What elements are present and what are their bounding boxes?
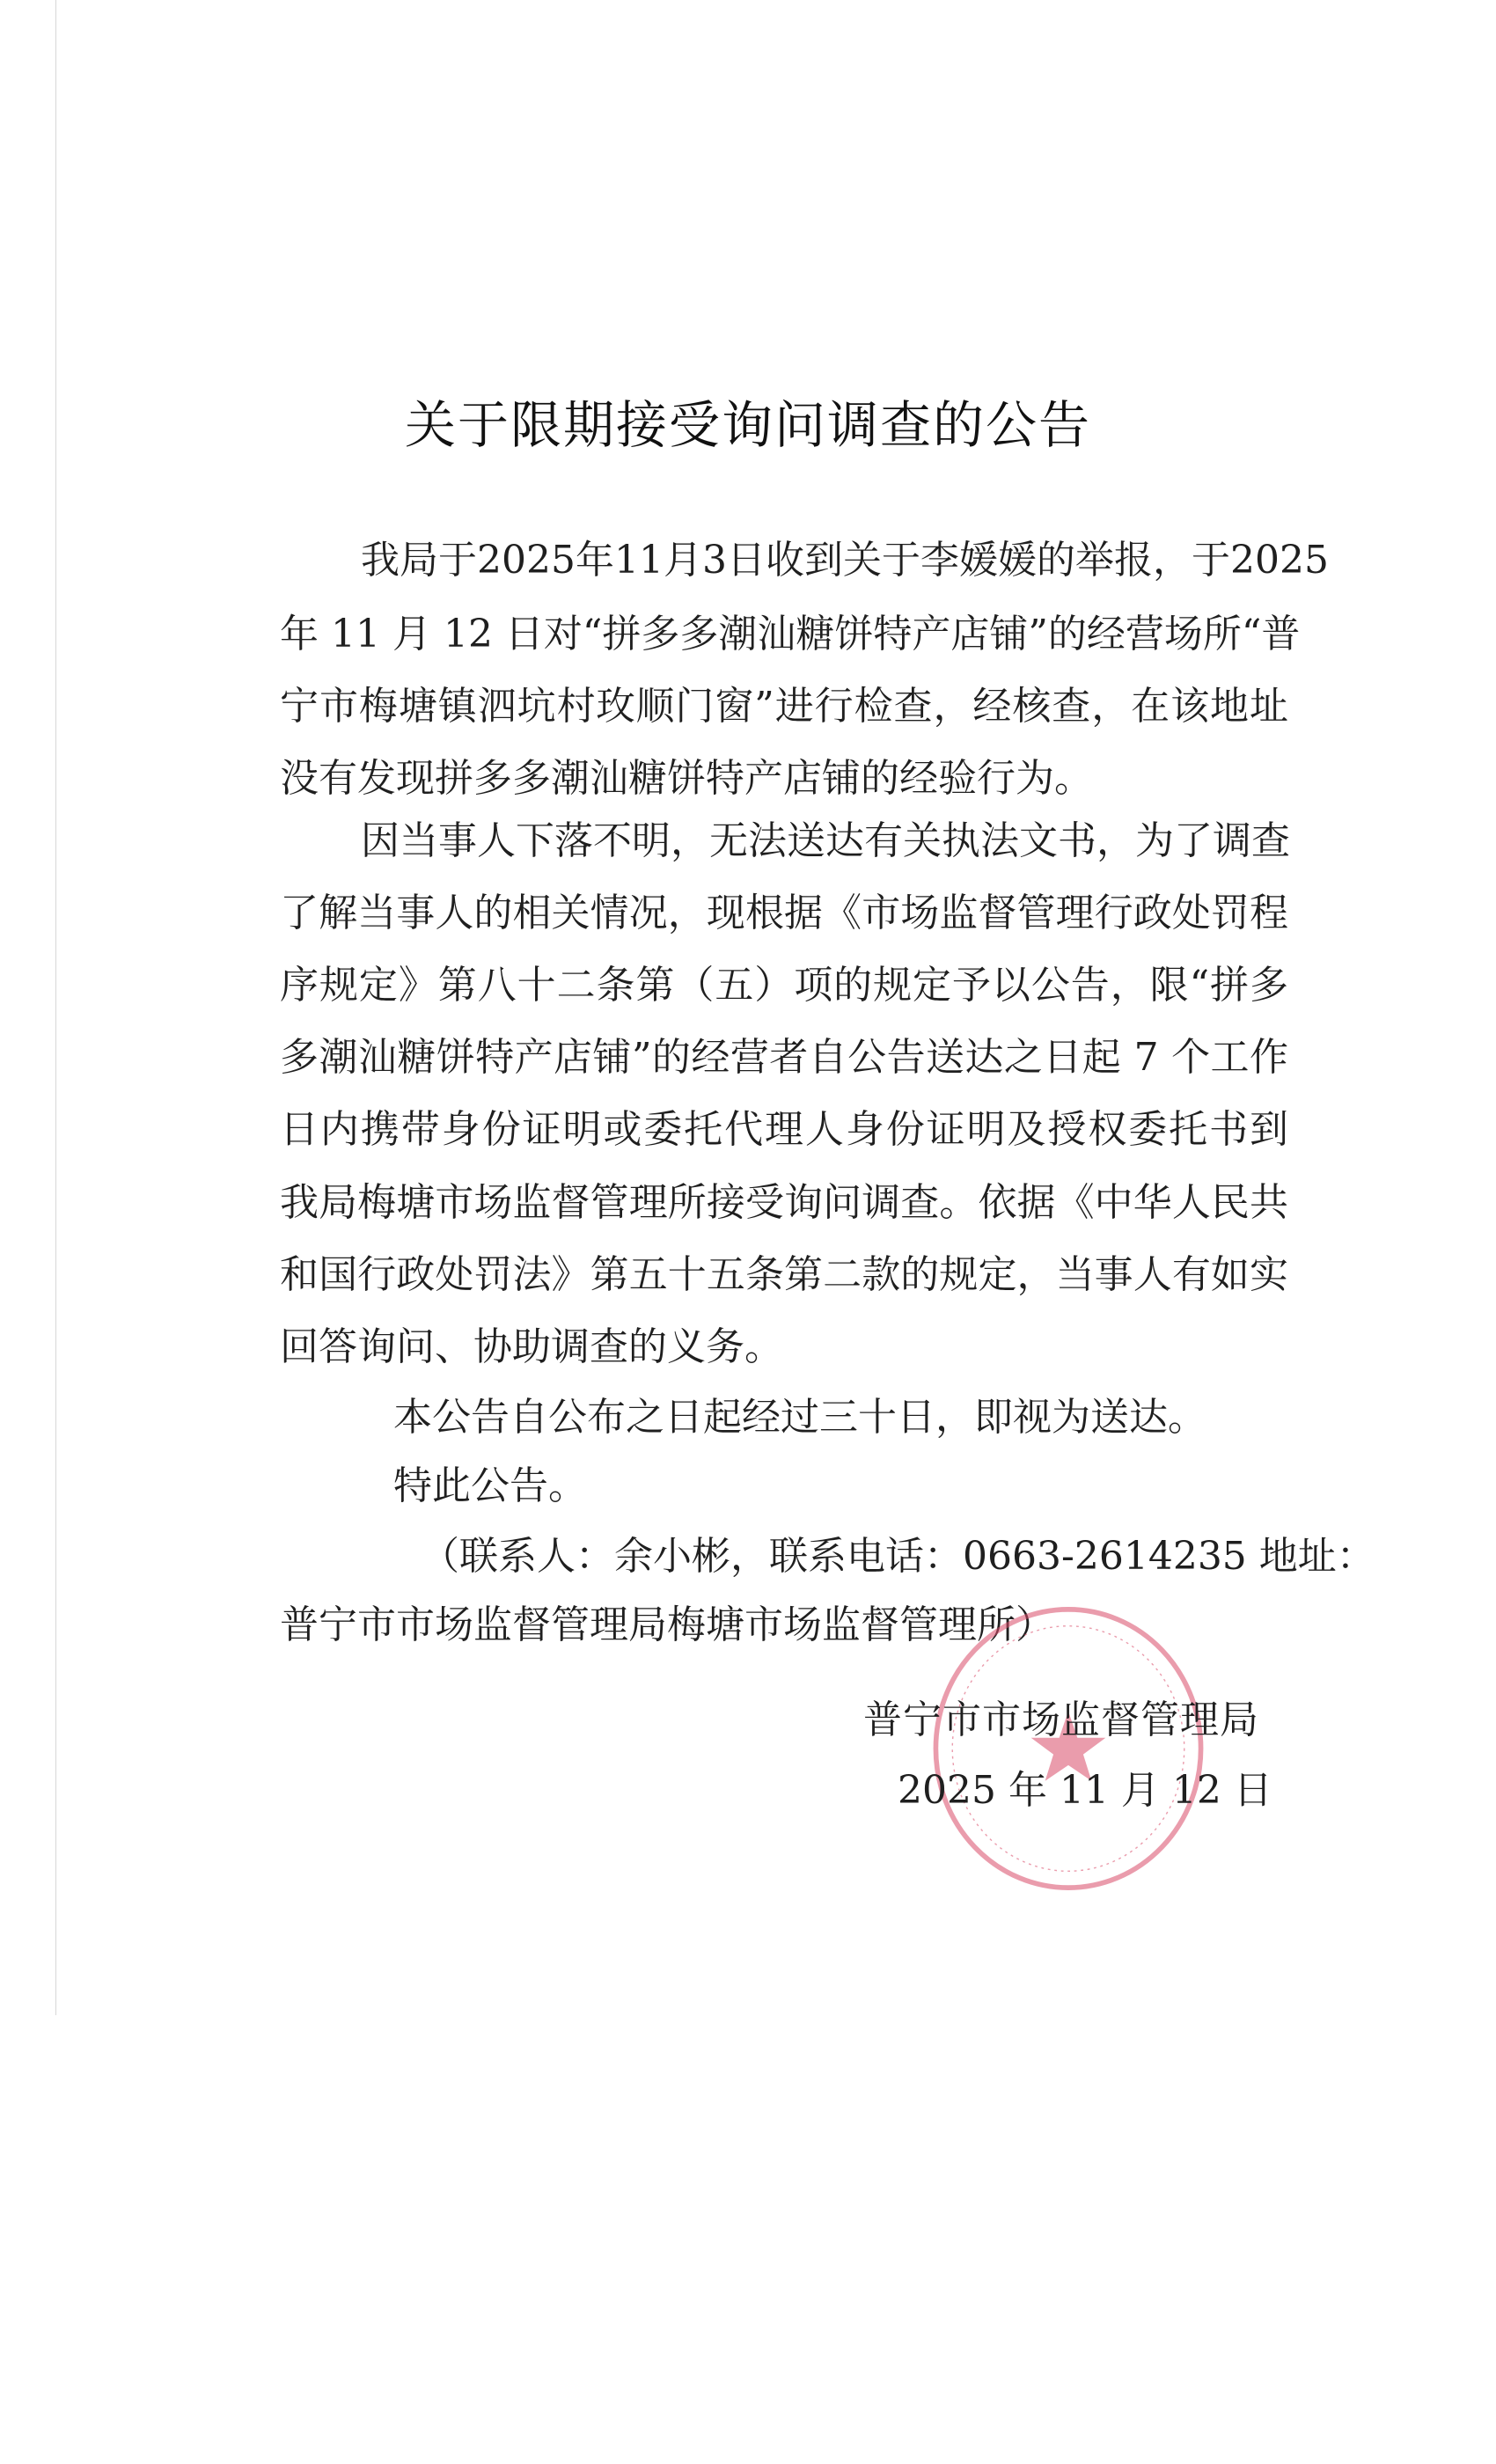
official-seal bbox=[928, 1603, 1209, 1894]
issuer-name: 普宁市市场监督管理局 bbox=[863, 1698, 1259, 1742]
document-title: 关于限期接受询问调查的公告 bbox=[404, 395, 1091, 455]
text-line: 多潮汕糖饼特产店铺”的经营者自公告送达之日起 7 个工作 bbox=[280, 1035, 1288, 1080]
text-line: 和国行政处罚法》第五十五条第二款的规定，当事人有如实 bbox=[280, 1252, 1288, 1297]
text-line: 因当事人下落不明，无法送达有关执法文书，为了调查 bbox=[361, 818, 1290, 863]
text-line: 没有发现拼多多潮汕糖饼特产店铺的经验行为。 bbox=[280, 756, 1093, 801]
contact-line: 普宁市市场监督管理局梅塘市场监督管理所） bbox=[280, 1602, 1054, 1647]
paragraph-closing: 特此公告。 bbox=[393, 1463, 587, 1508]
text-line: 我局梅塘市场监督管理所接受询问调查。依据《中华人民共 bbox=[280, 1180, 1288, 1225]
text-line: 我局于2025年11月3日收到关于李媛媛的举报，于2025 bbox=[361, 538, 1329, 583]
issue-date: 2025 年 11 月 12 日 bbox=[898, 1768, 1272, 1813]
text-line: 回答询问、协助调查的义务。 bbox=[280, 1324, 783, 1369]
paragraph-service: 本公告自公布之日起经过三十日，即视为送达。 bbox=[393, 1395, 1206, 1440]
page-edge bbox=[55, 0, 56, 2015]
text-line: 日内携带身份证明或委托代理人身份证明及授权委托书到 bbox=[280, 1107, 1288, 1152]
text-line: 了解当事人的相关情况，现根据《市场监督管理行政处罚程 bbox=[280, 891, 1288, 935]
text-line: 年 11 月 12 日对“拼多多潮汕糖饼特产店铺”的经营场所“普 bbox=[280, 612, 1301, 656]
text-line: 序规定》第八十二条第（五）项的规定予以公告，限“拼多 bbox=[280, 963, 1288, 1008]
text-line: 宁市梅塘镇泗坑村玫顺门窗”进行检查，经核查，在该地址 bbox=[280, 684, 1288, 729]
contact-line: （联系人：余小彬，联系电话：0663-2614235 地址： bbox=[421, 1534, 1375, 1579]
